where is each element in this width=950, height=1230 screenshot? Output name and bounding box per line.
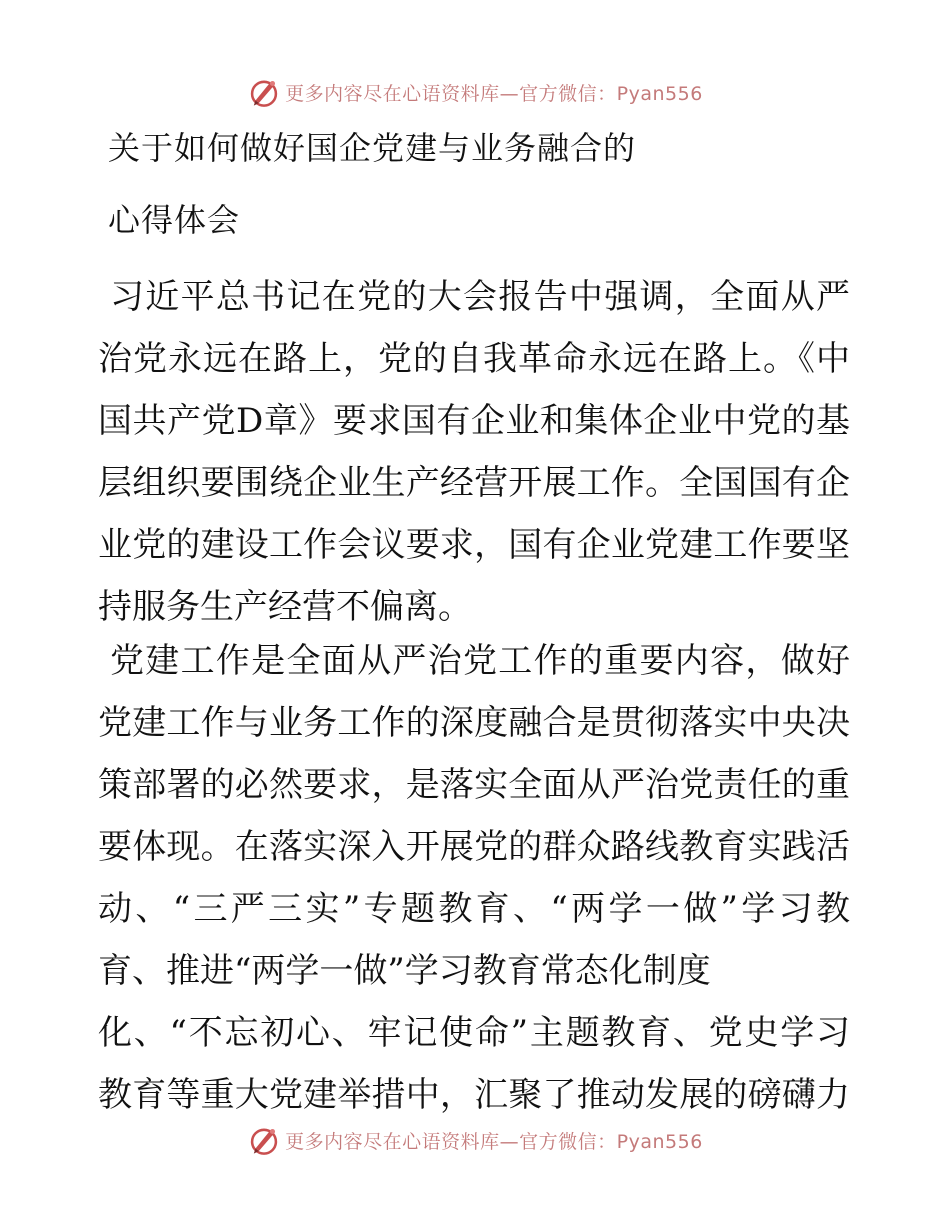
document-title-line-2: 心得体会 xyxy=(108,201,241,239)
paragraph-2 xyxy=(98,630,850,1126)
footer-watermark xyxy=(0,1120,950,1160)
text-line: 习近平总书记在党的大会报告中强调，全面从严 xyxy=(110,277,850,317)
header-watermark xyxy=(0,72,950,112)
text-line: 层组织要围绕企业生产经营开展工作。全国国有企 xyxy=(98,463,850,503)
text-line: 动、“三严三实”专题教育、“两学一做”学习教 xyxy=(98,889,850,929)
text-line: 化、“不忘初心、牢记使命”主题教育、党史学习 xyxy=(98,1013,850,1053)
text-line: 党建工作与业务工作的深度融合是贯彻落实中央决 xyxy=(98,703,850,743)
text-line: 业党的建设工作会议要求，国有企业党建工作要坚 xyxy=(98,525,850,565)
pen-logo-icon xyxy=(247,75,281,109)
text-line: 教育等重大党建举措中，汇聚了推动发展的磅礴力 xyxy=(98,1075,850,1115)
text-line: 治党永远在路上，党的自我革命永远在路上。《中 xyxy=(98,339,850,379)
watermark-text: 更多内容尽在心语资料库—官方微信：Pyan556 xyxy=(285,1130,703,1153)
document-title-line-1: 关于如何做好国企党建与业务融合的 xyxy=(108,129,637,167)
text-line: 策部署的必然要求，是落实全面从严治党责任的重 xyxy=(98,765,850,805)
watermark-text: 更多内容尽在心语资料库—官方微信：Pyan556 xyxy=(285,82,703,105)
text-line: 国共产党D章》要求国有企业和集体企业中党的基 xyxy=(98,401,850,441)
text-line: 育、推进“两学一做”学习教育常态化制度 xyxy=(98,951,711,991)
text-line: 党建工作是全面从严治党工作的重要内容，做好 xyxy=(110,641,850,681)
text-line: 要体现。在落实深入开展党的群众路线教育实践活 xyxy=(98,827,850,867)
pen-logo-icon xyxy=(247,1123,281,1157)
paragraph-1 xyxy=(98,266,850,638)
text-line: 持服务生产经营不偏离。 xyxy=(98,587,472,627)
